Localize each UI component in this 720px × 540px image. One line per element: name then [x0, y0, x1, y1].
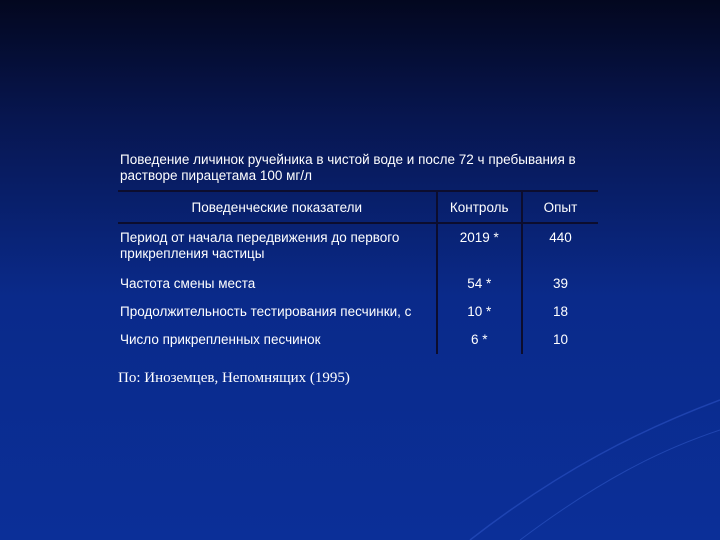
header-control: Контроль: [437, 191, 522, 223]
cell-control: 54 *: [437, 270, 522, 298]
header-experiment: Опыт: [522, 191, 598, 223]
table-title: Поведение личинок ручейника в чистой воде и после 72 ч пребывания в растворе пирацетама 100 мг/л: [120, 152, 576, 183]
table-row: [118, 270, 598, 298]
cell-indicator: Период от начала передвижения до первого прикрепления частицы: [120, 230, 400, 261]
table-row: [118, 326, 598, 354]
cell-indicator: Частота смены места: [120, 276, 256, 291]
cell-experiment: 440: [522, 223, 598, 270]
cell-control: 6 *: [437, 326, 522, 354]
behavior-table: [118, 190, 598, 354]
header-indicator: Поведенческие показатели: [118, 191, 437, 223]
cell-control: 10 *: [437, 298, 522, 326]
source-citation: По: Иноземцев, Непомнящих (1995): [118, 370, 350, 386]
table-row: [118, 298, 598, 326]
table-row: [118, 223, 598, 270]
table-block: [118, 152, 598, 354]
cell-experiment: 18: [522, 298, 598, 326]
cell-experiment: 39: [522, 270, 598, 298]
cell-indicator: Число прикрепленных песчинок: [120, 332, 321, 347]
cell-indicator: Продолжительность тестирования песчинки, с: [120, 304, 412, 319]
cell-control: 2019 *: [437, 223, 522, 270]
table-header-row: [118, 191, 598, 223]
cell-experiment: 10: [522, 326, 598, 354]
